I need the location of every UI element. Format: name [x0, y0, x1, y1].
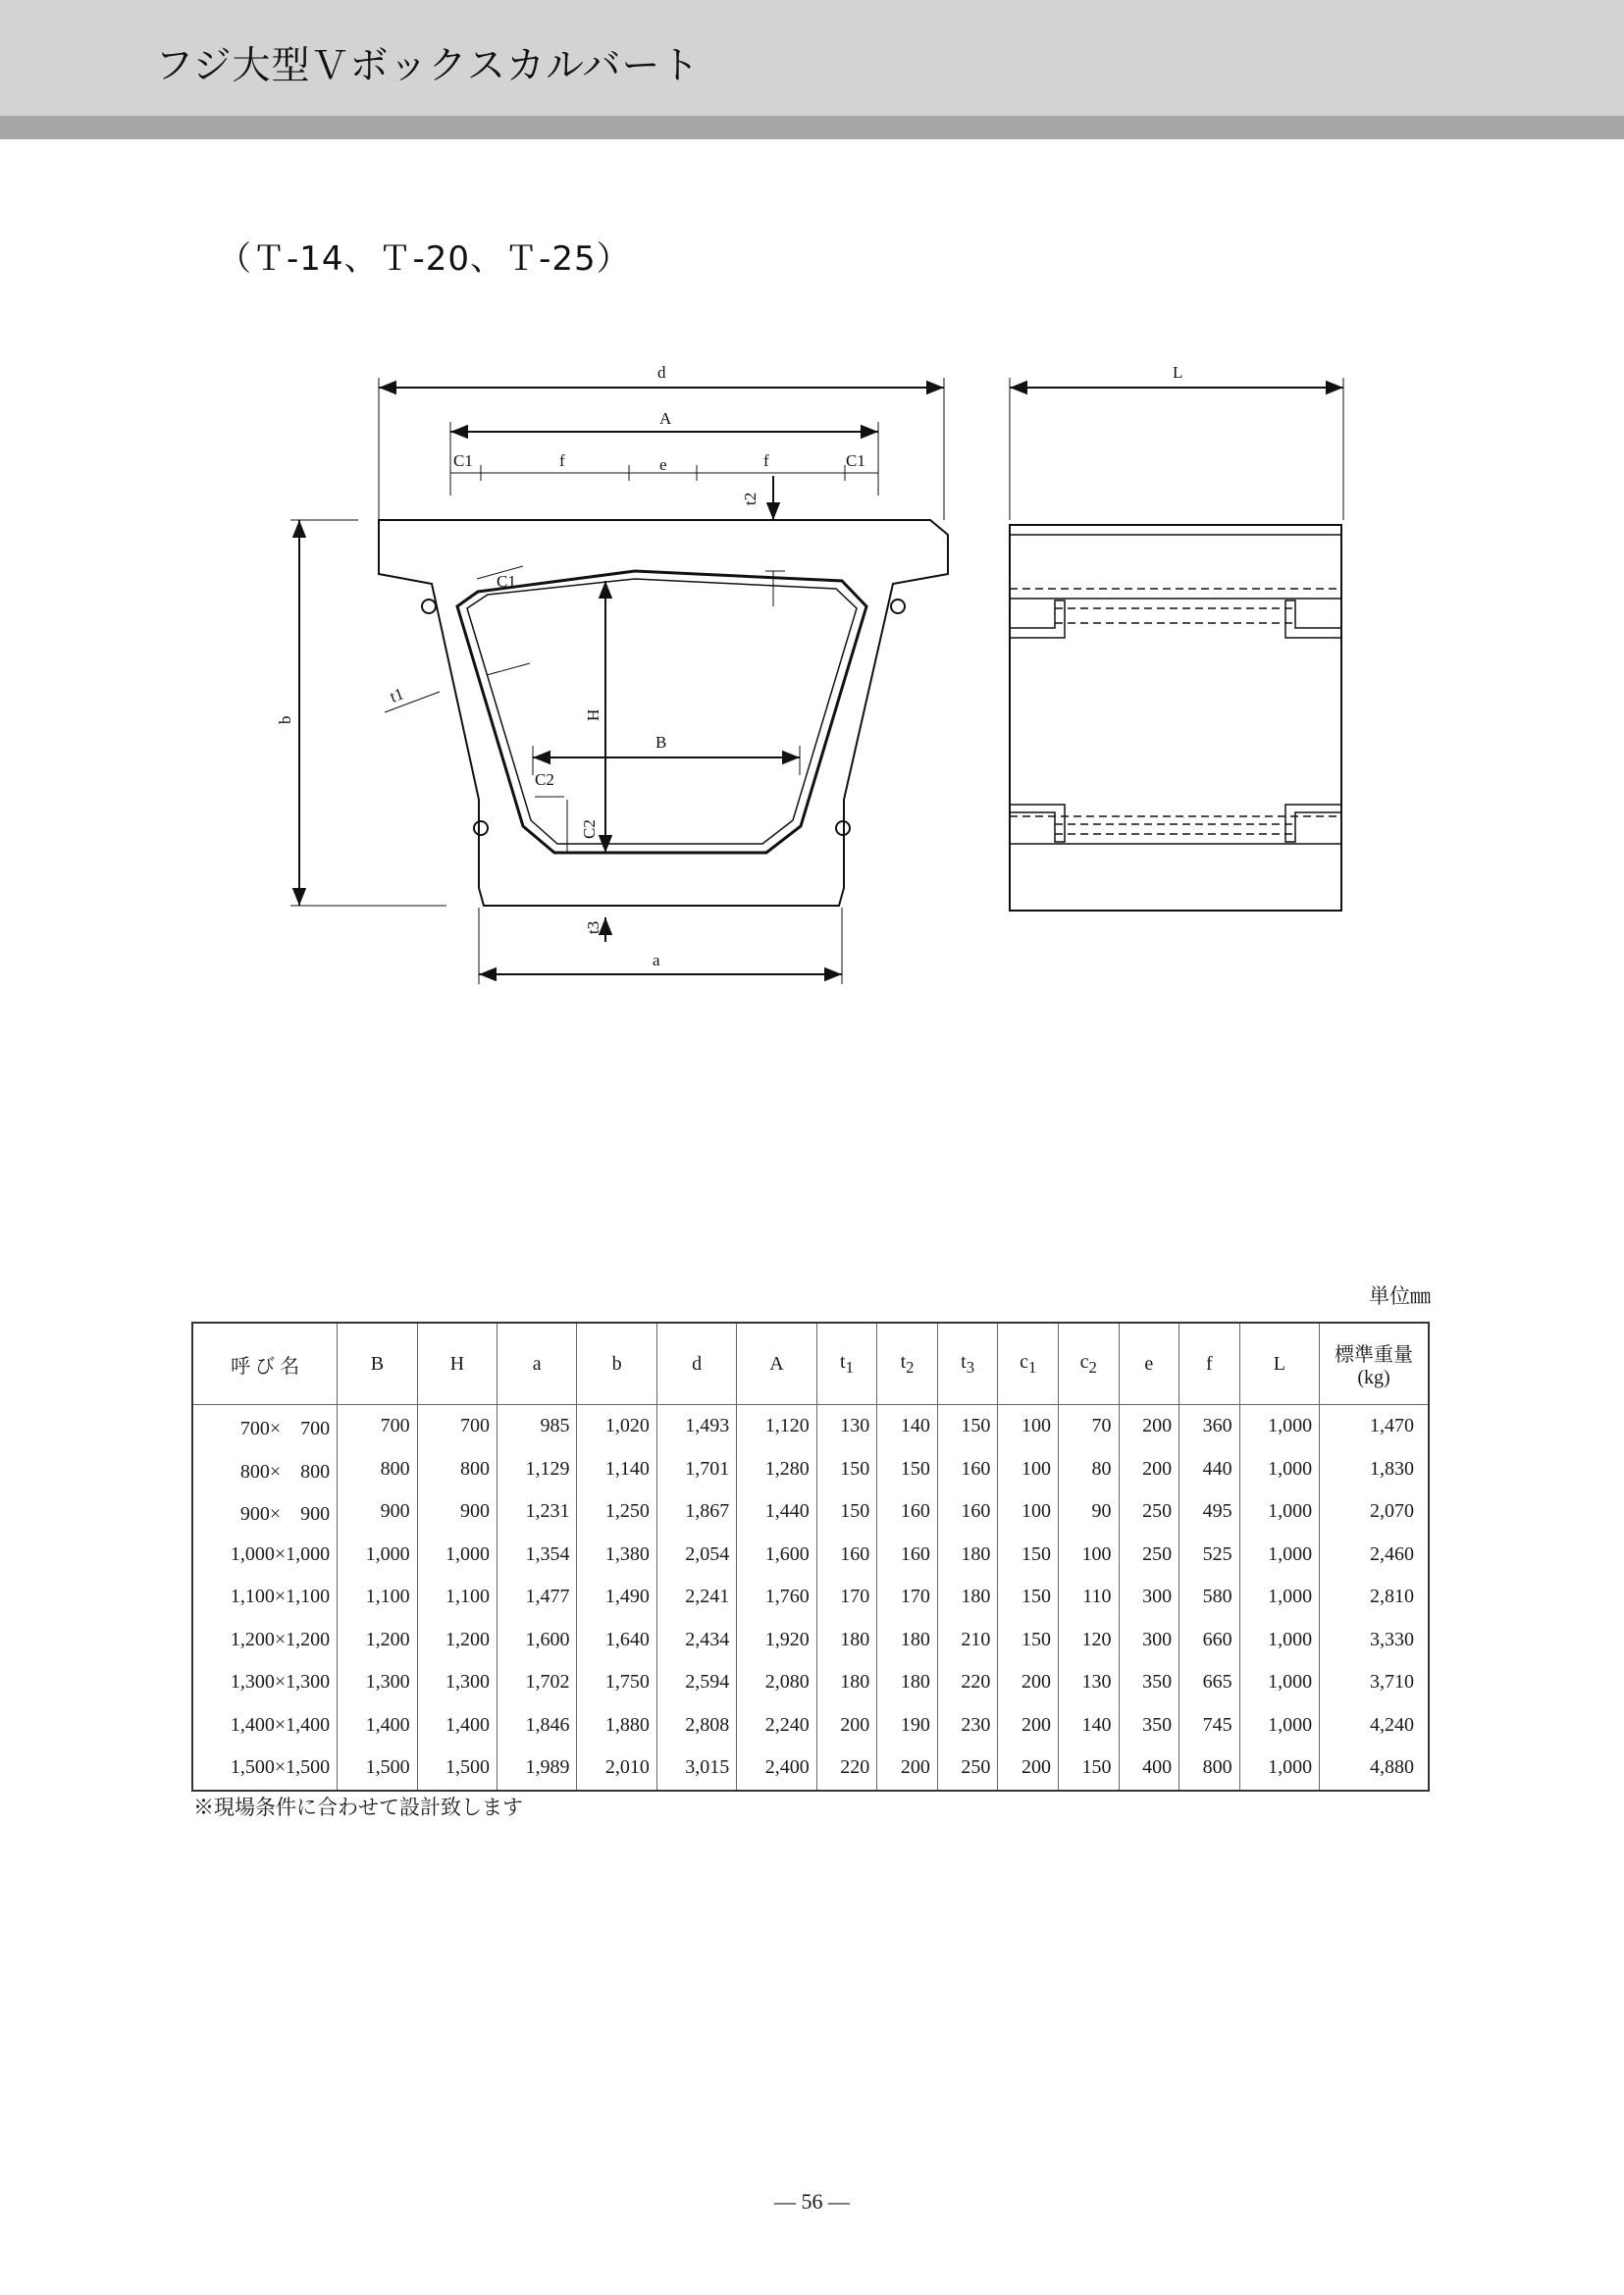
table-cell: 200: [998, 1661, 1059, 1704]
culvert-inner-outline: [457, 571, 866, 853]
label-A: A: [659, 409, 672, 428]
col-c2: $c_2$: [1058, 1323, 1119, 1405]
table-cell: 1,000: [417, 1534, 497, 1577]
table-cell: 800× 800: [192, 1448, 338, 1491]
table-cell: 2,010: [577, 1747, 656, 1791]
table-cell: 1,880: [577, 1704, 656, 1747]
culvert-technical-drawing: [0, 0, 1624, 1060]
col-b: b: [577, 1323, 656, 1405]
table-cell: 180: [937, 1576, 998, 1619]
label-t3: t3: [584, 920, 602, 934]
table-cell: 1,440: [737, 1490, 816, 1534]
table-cell: 1,500: [338, 1747, 417, 1791]
table-cell: 1,000: [1239, 1534, 1319, 1577]
col-H: H: [417, 1323, 497, 1405]
spec-table-body: [192, 1405, 1429, 1791]
table-cell: 160: [937, 1490, 998, 1534]
col-t1: $t_1$: [816, 1323, 877, 1405]
table-cell: 1,640: [577, 1619, 656, 1662]
col-t2: $t_2$: [877, 1323, 938, 1405]
model-subtitle: （Ｔ-14、Ｔ-20、Ｔ-25）: [218, 239, 631, 279]
table-cell: 3,330: [1320, 1619, 1429, 1662]
col-A: A: [737, 1323, 816, 1405]
label-c1-left: C1: [453, 451, 473, 470]
table-cell: 1,400: [417, 1704, 497, 1747]
table-cell: 140: [1058, 1704, 1119, 1747]
table-cell: 1,231: [498, 1490, 577, 1534]
table-cell: 400: [1119, 1747, 1179, 1791]
table-cell: 2,810: [1320, 1576, 1429, 1619]
table-cell: 985: [498, 1405, 577, 1448]
table-cell: 1,200: [417, 1619, 497, 1662]
table-cell: 160: [877, 1534, 938, 1577]
table-cell: 745: [1179, 1704, 1240, 1747]
table-cell: 350: [1119, 1661, 1179, 1704]
table-cell: 1,100×1,100: [192, 1576, 338, 1619]
table-cell: 1,020: [577, 1405, 656, 1448]
table-cell: 2,240: [737, 1704, 816, 1747]
col-f: f: [1179, 1323, 1240, 1405]
table-cell: 1,000: [1239, 1405, 1319, 1448]
table-row: [192, 1490, 1429, 1534]
table-cell: 360: [1179, 1405, 1240, 1448]
label-H: H: [584, 708, 602, 721]
col-L: L: [1239, 1323, 1319, 1405]
table-cell: 2,080: [737, 1661, 816, 1704]
table-cell: 160: [877, 1490, 938, 1534]
table-cell: 2,054: [656, 1534, 736, 1577]
table-cell: 660: [1179, 1619, 1240, 1662]
table-cell: 1,200: [338, 1619, 417, 1662]
table-cell: 525: [1179, 1534, 1240, 1577]
table-cell: 2,070: [1320, 1490, 1429, 1534]
table-cell: 150: [937, 1405, 998, 1448]
table-header-row: [192, 1323, 1429, 1405]
table-cell: 1,400×1,400: [192, 1704, 338, 1747]
table-cell: 110: [1058, 1576, 1119, 1619]
table-cell: 700: [338, 1405, 417, 1448]
table-cell: 130: [1058, 1661, 1119, 1704]
table-cell: 1,000: [338, 1534, 417, 1577]
table-cell: 120: [1058, 1619, 1119, 1662]
table-cell: 250: [1119, 1534, 1179, 1577]
side-view-outline: [1010, 525, 1341, 911]
table-cell: 665: [1179, 1661, 1240, 1704]
table-cell: 1,380: [577, 1534, 656, 1577]
table-cell: 200: [1119, 1448, 1179, 1491]
table-cell: 800: [417, 1448, 497, 1491]
table-cell: 350: [1119, 1704, 1179, 1747]
label-t2: t2: [741, 492, 760, 505]
label-B: B: [655, 733, 667, 752]
table-cell: 250: [1119, 1490, 1179, 1534]
table-cell: 1,300: [338, 1661, 417, 1704]
table-cell: 1,000: [1239, 1661, 1319, 1704]
table-cell: 1,250: [577, 1490, 656, 1534]
table-row: [192, 1747, 1429, 1791]
table-cell: 700: [417, 1405, 497, 1448]
table-cell: 220: [937, 1661, 998, 1704]
table-cell: 2,808: [656, 1704, 736, 1747]
table-cell: 1,120: [737, 1405, 816, 1448]
table-cell: 1,000: [1239, 1619, 1319, 1662]
table-cell: 230: [937, 1704, 998, 1747]
table-cell: 100: [1058, 1534, 1119, 1577]
table-cell: 250: [937, 1747, 998, 1791]
label-f-left: f: [559, 451, 565, 470]
table-cell: 180: [877, 1661, 938, 1704]
label-e: e: [659, 455, 667, 474]
table-cell: 150: [998, 1576, 1059, 1619]
table-cell: 1,846: [498, 1704, 577, 1747]
col-weight: [1320, 1323, 1429, 1405]
table-cell: 3,015: [656, 1747, 736, 1791]
table-cell: 300: [1119, 1576, 1179, 1619]
table-cell: 700× 700: [192, 1405, 338, 1448]
table-cell: 1,354: [498, 1534, 577, 1577]
table-cell: 190: [877, 1704, 938, 1747]
spec-table: [191, 1322, 1430, 1792]
table-cell: 150: [877, 1448, 938, 1491]
label-d: d: [657, 363, 666, 382]
table-cell: 200: [998, 1747, 1059, 1791]
page-title: フジ大型Ｖボックスカルバート: [155, 44, 701, 88]
table-cell: 1,000: [1239, 1576, 1319, 1619]
table-cell: 1,000: [1239, 1448, 1319, 1491]
table-cell: 4,240: [1320, 1704, 1429, 1747]
table-cell: 1,300: [417, 1661, 497, 1704]
table-cell: 1,400: [338, 1704, 417, 1747]
table-cell: 300: [1119, 1619, 1179, 1662]
table-cell: 140: [877, 1405, 938, 1448]
table-cell: 800: [338, 1448, 417, 1491]
table-cell: 200: [877, 1747, 938, 1791]
table-cell: 1,280: [737, 1448, 816, 1491]
table-cell: 440: [1179, 1448, 1240, 1491]
table-cell: 150: [816, 1448, 877, 1491]
table-cell: 495: [1179, 1490, 1240, 1534]
unit-label: 単位㎜: [1369, 1284, 1431, 1308]
table-cell: 1,760: [737, 1576, 816, 1619]
table-row: [192, 1619, 1429, 1662]
page-number: — 56 —: [774, 2189, 850, 2214]
table-cell: 2,434: [656, 1619, 736, 1662]
table-cell: 180: [937, 1534, 998, 1577]
table-cell: 200: [998, 1704, 1059, 1747]
table-cell: 1,000: [1239, 1704, 1319, 1747]
table-cell: 1,989: [498, 1747, 577, 1791]
label-f-right: f: [763, 451, 769, 470]
label-c1-right: C1: [846, 451, 865, 470]
label-a: a: [653, 951, 660, 969]
table-cell: 1,600: [737, 1534, 816, 1577]
table-cell: 210: [937, 1619, 998, 1662]
table-cell: 1,600: [498, 1619, 577, 1662]
table-cell: 1,500×1,500: [192, 1747, 338, 1791]
table-cell: 1,500: [417, 1747, 497, 1791]
table-cell: 1,000: [1239, 1490, 1319, 1534]
table-cell: 150: [998, 1534, 1059, 1577]
table-cell: 1,140: [577, 1448, 656, 1491]
table-cell: 80: [1058, 1448, 1119, 1491]
table-cell: 1,830: [1320, 1448, 1429, 1491]
table-cell: 1,920: [737, 1619, 816, 1662]
table-cell: 2,241: [656, 1576, 736, 1619]
label-L: L: [1173, 363, 1183, 382]
col-name: 呼 び 名: [192, 1323, 338, 1405]
table-row: [192, 1704, 1429, 1747]
col-B: B: [338, 1323, 417, 1405]
table-cell: 900: [338, 1490, 417, 1534]
col-t3: $t_3$: [937, 1323, 998, 1405]
col-c1: $c_1$: [998, 1323, 1059, 1405]
table-cell: 1,750: [577, 1661, 656, 1704]
table-cell: 70: [1058, 1405, 1119, 1448]
table-cell: 180: [816, 1619, 877, 1662]
table-cell: 180: [816, 1661, 877, 1704]
table-row: [192, 1534, 1429, 1577]
label-c2-side: C2: [580, 819, 599, 839]
table-cell: 200: [816, 1704, 877, 1747]
table-cell: 100: [998, 1405, 1059, 1448]
table-cell: 150: [1058, 1747, 1119, 1791]
table-cell: 130: [816, 1405, 877, 1448]
table-row: [192, 1576, 1429, 1619]
table-cell: 800: [1179, 1747, 1240, 1791]
table-cell: 170: [877, 1576, 938, 1619]
table-cell: 2,594: [656, 1661, 736, 1704]
col-weight-line1: 標準重量: [1335, 1344, 1414, 1366]
table-cell: 180: [877, 1619, 938, 1662]
table-cell: 1,100: [338, 1576, 417, 1619]
table-cell: 100: [998, 1448, 1059, 1491]
table-cell: 150: [998, 1619, 1059, 1662]
table-cell: 900: [417, 1490, 497, 1534]
table-cell: 3,710: [1320, 1661, 1429, 1704]
table-cell: 1,000×1,000: [192, 1534, 338, 1577]
table-cell: 220: [816, 1747, 877, 1791]
table-cell: 2,400: [737, 1747, 816, 1791]
label-c2-top: C2: [535, 770, 554, 789]
table-cell: 100: [998, 1490, 1059, 1534]
table-cell: 1,000: [1239, 1747, 1319, 1791]
table-cell: 1,200×1,200: [192, 1619, 338, 1662]
culvert-outer-outline: [379, 520, 948, 906]
table-row: [192, 1405, 1429, 1448]
table-row: [192, 1661, 1429, 1704]
col-e: e: [1119, 1323, 1179, 1405]
table-cell: 1,477: [498, 1576, 577, 1619]
table-cell: 580: [1179, 1576, 1240, 1619]
label-t1: t1: [387, 684, 406, 706]
table-cell: 150: [816, 1490, 877, 1534]
table-cell: 1,701: [656, 1448, 736, 1491]
table-cell: 2,460: [1320, 1534, 1429, 1577]
col-d: d: [656, 1323, 736, 1405]
table-cell: 200: [1119, 1405, 1179, 1448]
table-cell: 90: [1058, 1490, 1119, 1534]
table-cell: 170: [816, 1576, 877, 1619]
table-cell: 1,470: [1320, 1405, 1429, 1448]
table-cell: 1,490: [577, 1576, 656, 1619]
table-cell: 1,129: [498, 1448, 577, 1491]
table-cell: 900× 900: [192, 1490, 338, 1534]
table-cell: 1,867: [656, 1490, 736, 1534]
table-cell: 160: [937, 1448, 998, 1491]
table-cell: 4,880: [1320, 1747, 1429, 1791]
table-row: [192, 1448, 1429, 1491]
table-cell: 160: [816, 1534, 877, 1577]
table-cell: 1,702: [498, 1661, 577, 1704]
design-note: ※現場条件に合わせて設計致します: [193, 1796, 523, 1819]
table-cell: 1,300×1,300: [192, 1661, 338, 1704]
label-c1-inner: C1: [497, 572, 516, 591]
table-cell: 1,493: [656, 1405, 736, 1448]
table-cell: 1,100: [417, 1576, 497, 1619]
col-weight-line2: (kg): [1357, 1367, 1390, 1388]
label-b: b: [276, 715, 294, 724]
col-a: a: [498, 1323, 577, 1405]
